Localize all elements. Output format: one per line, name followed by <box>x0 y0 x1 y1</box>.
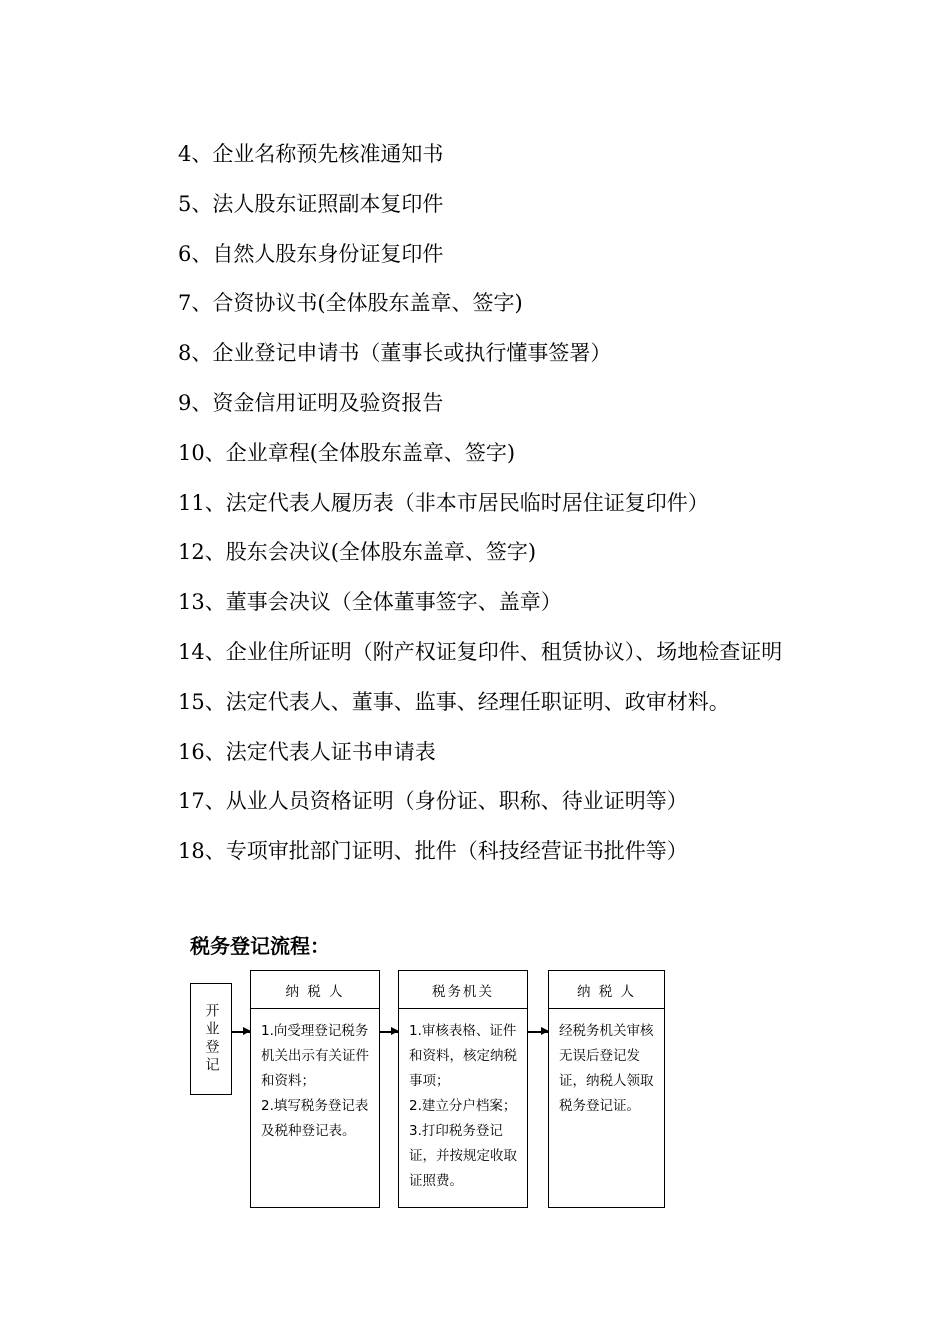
list-item: 7、合资协议书(全体股东盖章、签字) <box>178 291 523 316</box>
list-item: 18、专项审批部门证明、批件（科技经营证书批件等） <box>178 839 688 864</box>
flow-box-tax-authority <box>398 970 528 1208</box>
flow-box-body: 1.向受理登记税务机关出示有关证件和资料； 2.填写税务登记表及税种登记表。 <box>261 1023 369 1139</box>
list-item: 10、企业章程(全体股东盖章、签字) <box>178 440 516 465</box>
flow-arrow <box>380 1031 398 1033</box>
list-item: 6、自然人股东身份证复印件 <box>178 241 444 266</box>
list-item: 14、企业住所证明（附产权证复印件、租赁协议）、场地检查证明 <box>178 639 783 664</box>
flow-box-body: 1.审核表格、证件和资料，核定纳税事项； 2.建立分户档案； 3.打印税务登记证，并按规定收取证照费。 <box>409 1023 517 1189</box>
list-item: 15、法定代表人、董事、监事、经理任职证明、政审材料。 <box>178 689 730 714</box>
list-item: 17、从业人员资格证明（身份证、职称、待业证明等） <box>178 789 688 814</box>
list-item: 16、法定代表人证书申请表 <box>178 739 436 764</box>
list-item: 8、企业登记申请书（董事长或执行懂事签署） <box>178 341 612 366</box>
list-item: 9、资金信用证明及验资报告 <box>178 390 444 415</box>
flow-start-label: 开业登记 <box>203 1003 220 1075</box>
requirements-list <box>178 130 818 877</box>
flow-start-box <box>190 983 232 1095</box>
list-item: 12、股东会决议(全体股东盖章、签字) <box>178 540 537 565</box>
list-item: 13、董事会决议（全体董事签字、盖章） <box>178 590 562 615</box>
list-item: 11、法定代表人履历表（非本市居民临时居住证复印件） <box>178 490 709 515</box>
flow-box-header: 纳 税 人 <box>549 971 664 1009</box>
flow-arrow <box>528 1031 548 1033</box>
flow-box-header: 税务机关 <box>399 971 527 1009</box>
flow-box-taxpayer-step3 <box>548 970 665 1208</box>
flow-box-taxpayer-step1 <box>250 970 380 1208</box>
flow-box-body: 经税务机关审核无误后登记发证，纳税人领取税务登记证。 <box>559 1023 654 1114</box>
flow-arrow <box>232 1031 250 1033</box>
section-title: 税务登记流程： <box>190 934 330 958</box>
list-item: 4、企业名称预先核准通知书 <box>178 142 444 166</box>
flow-box-header: 纳 税 人 <box>251 971 379 1009</box>
list-item: 5、法人股东证照副本复印件 <box>178 191 444 216</box>
